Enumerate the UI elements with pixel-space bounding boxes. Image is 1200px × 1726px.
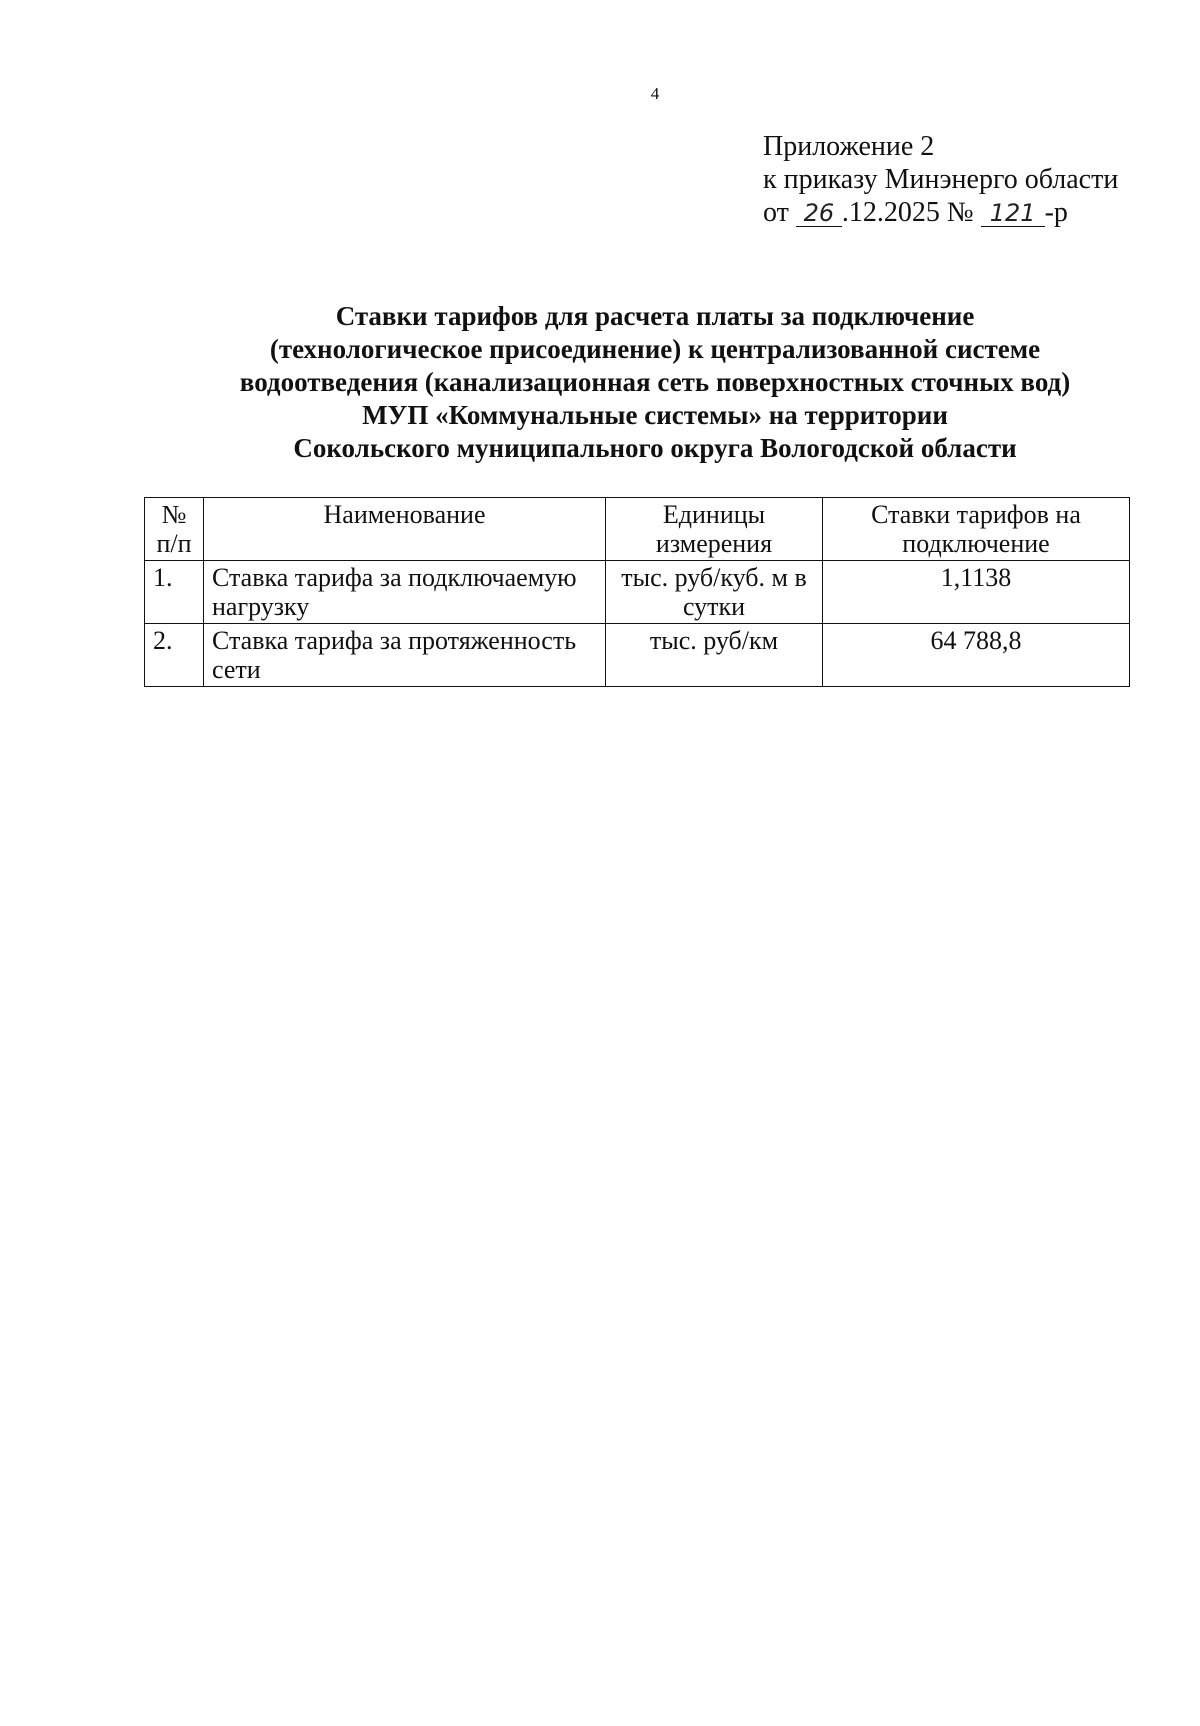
document-title [150, 300, 1160, 465]
table-row [145, 561, 1130, 624]
row-rate: 64 788,8 [823, 624, 1130, 687]
title-line: МУП «Коммунальные системы» на территории [362, 400, 948, 430]
appendix-date-line [763, 196, 1118, 229]
header-rate: Ставки тарифов на подключение [823, 498, 1130, 561]
title-line: Сокольского муниципального округа Вологодской области [293, 433, 1017, 463]
table-row [145, 624, 1130, 687]
order-suffix: -р [1044, 197, 1068, 228]
row-unit: тыс. руб/куб. м в сутки [606, 561, 823, 624]
row-num: 1. [145, 561, 204, 624]
header-unit: Единицы измерения [606, 498, 823, 561]
appendix-header [763, 130, 1118, 229]
header-name: Наименование [204, 498, 606, 561]
handwritten-date-day: 26 [796, 200, 842, 227]
handwritten-order-number: 121 [981, 200, 1045, 227]
appendix-title: Приложение 2 [763, 131, 935, 162]
row-rate: 1,1138 [823, 561, 1130, 624]
row-unit: тыс. руб/км [606, 624, 823, 687]
date-rest: .12.2025 № [841, 197, 974, 228]
title-line: (технологическое присоединение) к централизованной системе [269, 334, 1041, 364]
row-name: Ставка тарифа за протяженность сети [204, 624, 606, 687]
title-line: водоотведения (канализационная сеть поверхностных сточных вод) [239, 367, 1071, 397]
table-header-row [145, 498, 1130, 561]
appendix-order-reference: к приказу Минэнерго области [763, 164, 1119, 195]
date-prefix: от [763, 197, 789, 228]
tariff-table [144, 497, 1130, 687]
row-name: Ставка тарифа за подключаемую нагрузку [204, 561, 606, 624]
row-num: 2. [145, 624, 204, 687]
page-number: 4 [650, 84, 660, 103]
title-line: Ставки тарифов для расчета платы за подключение [335, 301, 975, 331]
header-num: № п/п [145, 498, 204, 561]
